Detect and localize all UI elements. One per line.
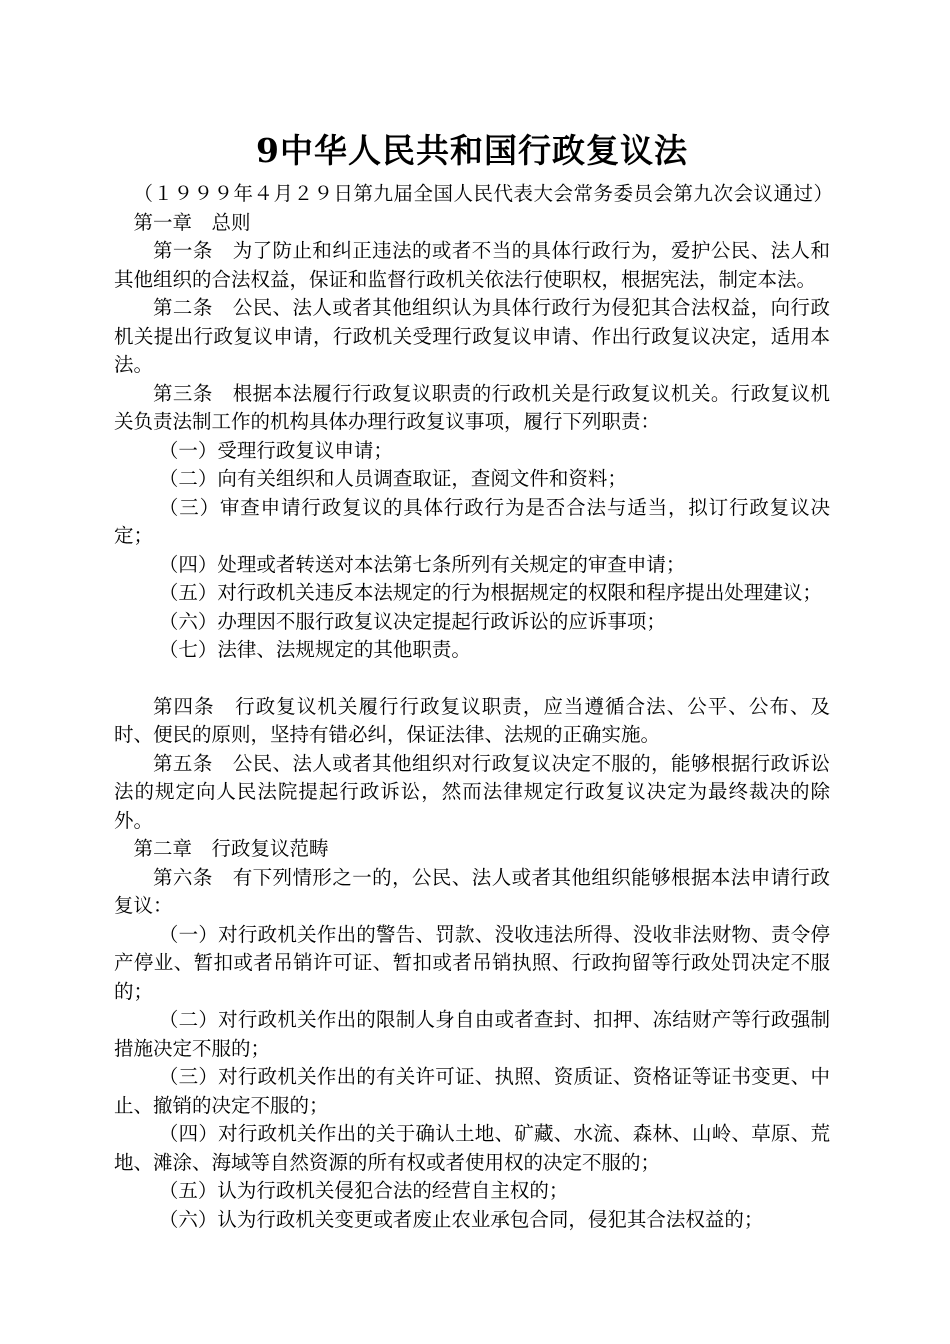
article-6-item: （二）对行政机关作出的限制人身自由或者查封、扣押、冻结财产等行政强制措施决定不服的；	[114, 1008, 830, 1060]
article-6-item: （五）认为行政机关侵犯合法的经营自主权的；	[158, 1179, 569, 1202]
document-page	[114, 124, 834, 1234]
article-1: 第一条 为了防止和纠正违法的或者不当的具体行政行为，爱护公民、法人和其他组织的合法权益，保证和监督行政机关依法行使职权，根据宪法，制定本法。	[114, 239, 830, 291]
adoption-note: （１９９９年４月２９日第九届全国人民代表大会常务委员会第九次会议通过）	[133, 182, 834, 205]
article-4: 第四条 行政复议机关履行行政复议职责，应当遵循合法、公平、公布、及时、便民的原则，坚持有错必纠，保证法律、法规的正确实施。	[114, 694, 830, 746]
article-5: 第五条 公民、法人或者其他组织对行政复议决定不服的，能够根据行政诉讼法的规定向人民法院提起行政诉讼，然而法律规定行政复议决定为最终裁决的除外。	[114, 751, 830, 832]
article-6-item: （六）认为行政机关变更或者废止农业承包合同，侵犯其合法权益的；	[158, 1207, 764, 1231]
article-3-item: （六）办理因不服行政复议决定提起行政诉讼的应诉事项；	[158, 609, 666, 633]
chapter-heading-1: 第一章 总则	[133, 210, 251, 234]
chapter-heading-2: 第二章 行政复议范畴	[133, 837, 329, 860]
article-3-item: （四）处理或者转送对本法第七条所列有关规定的审查申请；	[158, 552, 686, 576]
article-3-item: （二）向有关组织和人员调查取证，查阅文件和资料；	[158, 467, 627, 490]
document-title: 9中华人民共和国行政复议法	[256, 131, 688, 170]
article-6-item: （三）对行政机关作出的有关许可证、执照、资质证、资格证等证书变更、中止、撤销的决定不服的；	[114, 1065, 830, 1117]
article-2: 第二条 公民、法人或者其他组织认为具体行政行为侵犯其合法权益，向行政机关提出行政复议申请，行政机关受理行政复议申请、作出行政复议决定，适用本法。	[114, 296, 830, 376]
article-3-item: （七）法律、法规规定的其他职责。	[158, 638, 471, 661]
article-3-item: （五）对行政机关违反本法规定的行为根据规定的权限和程序提出处理建议；	[158, 581, 822, 604]
paragraph-gap	[114, 665, 830, 693]
article-3-item: （一）受理行政复议申请；	[158, 438, 393, 462]
article-6: 第六条 有下列情形之一的，公民、法人或者其他组织能够根据本法申请行政复议：	[114, 865, 830, 917]
article-3-item: （三）审查申请行政复议的具体行政行为是否合法与适当，拟订行政复议决定；	[114, 495, 830, 547]
article-3: 第三条 根据本法履行行政复议职责的行政机关是行政复议机关。行政复议机关负责法制工作的机构具体办理行政复议事项，履行下列职责：	[114, 381, 830, 433]
article-6-item: （一）对行政机关作出的警告、罚款、没收违法所得、没收非法财物、责令停产停业、暂扣或者吊销许可证、暂扣或者吊销执照、行政拘留等行政处罚决定不服的；	[114, 922, 830, 1003]
article-6-item: （四）对行政机关作出的关于确认土地、矿藏、水流、森林、山岭、草原、荒地、滩涂、海域等自然资源的所有权或者使用权的决定不服的；	[114, 1122, 830, 1174]
